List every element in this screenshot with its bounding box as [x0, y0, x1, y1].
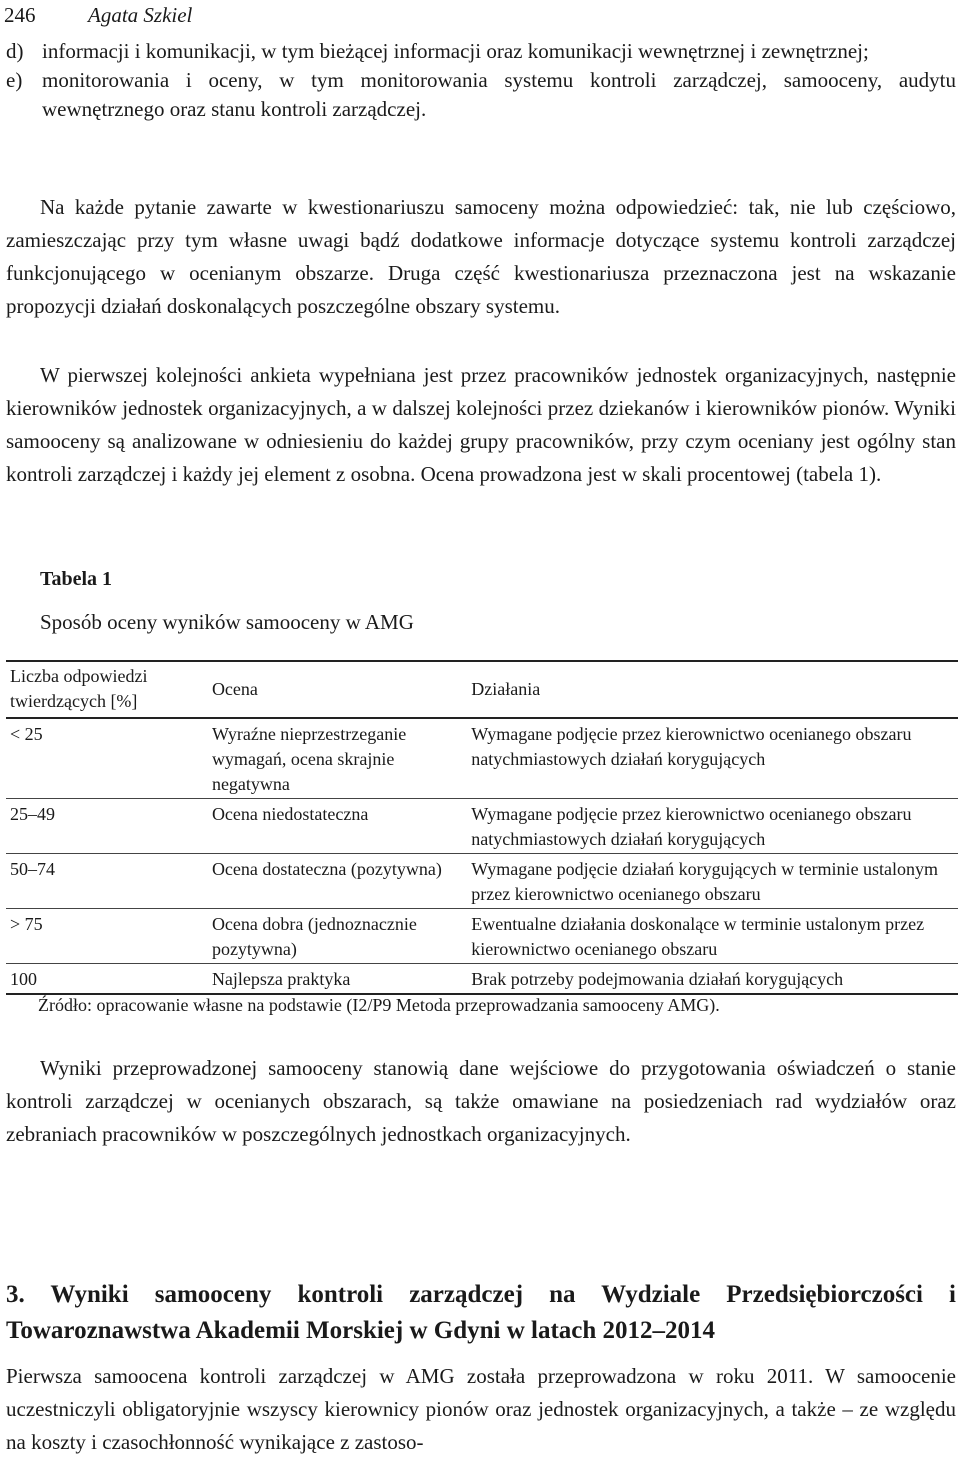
table-row — [6, 854, 958, 909]
list-item-text: informacji i komunikacji, w tym bieżącej informacji oraz komunikacji wewnętrznej i zewnętrznej; — [42, 39, 869, 63]
table-cell: Wymagane podjęcie przez kierownictwo ocenianego obszaru natychmiastowych działań korygujących — [467, 799, 958, 854]
running-head: Agata Szkiel — [88, 3, 193, 27]
table-header-row — [6, 661, 958, 718]
list-item — [6, 66, 956, 124]
table-cell: Ewentualne działania doskonalące w terminie ustalonym przez kierownictwo ocenianego obszaru — [467, 909, 958, 964]
assessment-table — [6, 660, 958, 995]
page-number: 246 — [4, 3, 36, 27]
table-cell: < 25 — [6, 718, 208, 799]
enumerated-list — [6, 37, 956, 124]
table-caption: Sposób oceny wyników samooceny w AMG — [40, 610, 414, 634]
table-cell: > 75 — [6, 909, 208, 964]
page-header — [0, 0, 960, 30]
table-cell: Ocena dobra (jednoznacznie pozytywna) — [208, 909, 467, 964]
paragraph: Na każde pytanie zawarte w kwestionariuszu samoceny można odpowiedzieć: tak, nie lub częściowo, zamieszczając przy tym własne uwagi bądź dodatkowe informacje dotyczące systemu kontroli zarządczej funkcjonującego w ocenianym obszarze. Druga część kwestionariusza przeznaczona jest na wskazanie propozycji działań doskonalących poszczególne obszary systemu. — [6, 195, 956, 318]
table-cell: 25–49 — [6, 799, 208, 854]
paragraph: Wyniki przeprowadzonej samooceny stanowią dane wejściowe do przygotowania oświadczeń o stanie kontroli zarządczej w ocenianych obszarach, są także omawiane na posiedzeniach rad wydziałów oraz zebraniach pracowników w poszczególnych jednostkach organizacyjnych. — [6, 1056, 956, 1146]
table-cell: 100 — [6, 964, 208, 995]
table-cell: Ocena dostateczna (pozytywna) — [208, 854, 467, 909]
paragraph: W pierwszej kolejności ankieta wypełniana jest przez pracowników jednostek organizacyjnych, następnie kierowników jednostek organizacyjnych, a w dalszej kolejności przez dziekanów i kierowników pionów. Wyniki samooceny są analizowane w odniesieniu do każdej grupy pracowników, przy czym oceniany jest ogólny stan kontroli zarządczej i każdy jej element z osobna. Ocena prowadzona jest w skali procentowej (tabela 1). — [6, 363, 956, 486]
list-item-text: monitorowania i oceny, w tym monitorowania systemu kontroli zarządczej, samooceny, audytu wewnętrznego oraz stanu kontroli zarządczej. — [42, 68, 956, 121]
column-header: Liczba odpowiedzi twierdzących [%] — [6, 661, 208, 718]
paragraph: Pierwsza samoocena kontroli zarządczej w AMG została przeprowadzona w roku 2011. W samoocenie uczestniczyli obligatoryjnie wszyscy kierownicy pionów oraz jednostek organizacyjnych, a także – ze względu na koszty i czasochłonność wynikające z zastoso- — [6, 1364, 956, 1454]
table-cell: Wyraźne nieprzestrzeganie wymagań, ocena skrajnie negatywna — [208, 718, 467, 799]
column-header: Działania — [467, 661, 958, 718]
table-cell: 50–74 — [6, 854, 208, 909]
column-header: Ocena — [208, 661, 467, 718]
table-cell: Wymagane podjęcie działań korygujących w terminie ustalonym przez kierownictwo ocenianego obszaru — [467, 854, 958, 909]
section-heading: 3. Wyniki samooceny kontroli zarządczej na Wydziale Przedsiębiorczości i Towaroznawstwa Akademii Morskiej w Gdyni w latach 2012–2014 — [6, 1280, 956, 1344]
table-cell: Ocena niedostateczna — [208, 799, 467, 854]
table-row — [6, 799, 958, 854]
list-marker: d) — [6, 39, 24, 63]
table-row — [6, 909, 958, 964]
table-cell: Najlepsza praktyka — [208, 964, 467, 995]
table-label: Tabela 1 — [40, 568, 113, 590]
table-cell: Brak potrzeby podejmowania działań korygujących — [467, 964, 958, 995]
table-row — [6, 718, 958, 799]
table-source-note: Źródło: opracowanie własne na podstawie (I2/P9 Metoda przeprowadzania samooceny AMG). — [38, 995, 720, 1015]
table-cell: Wymagane podjęcie przez kierownictwo ocenianego obszaru natychmiastowych działań korygujących — [467, 718, 958, 799]
table-row — [6, 964, 958, 995]
list-marker: e) — [6, 68, 23, 92]
list-item — [6, 37, 956, 66]
